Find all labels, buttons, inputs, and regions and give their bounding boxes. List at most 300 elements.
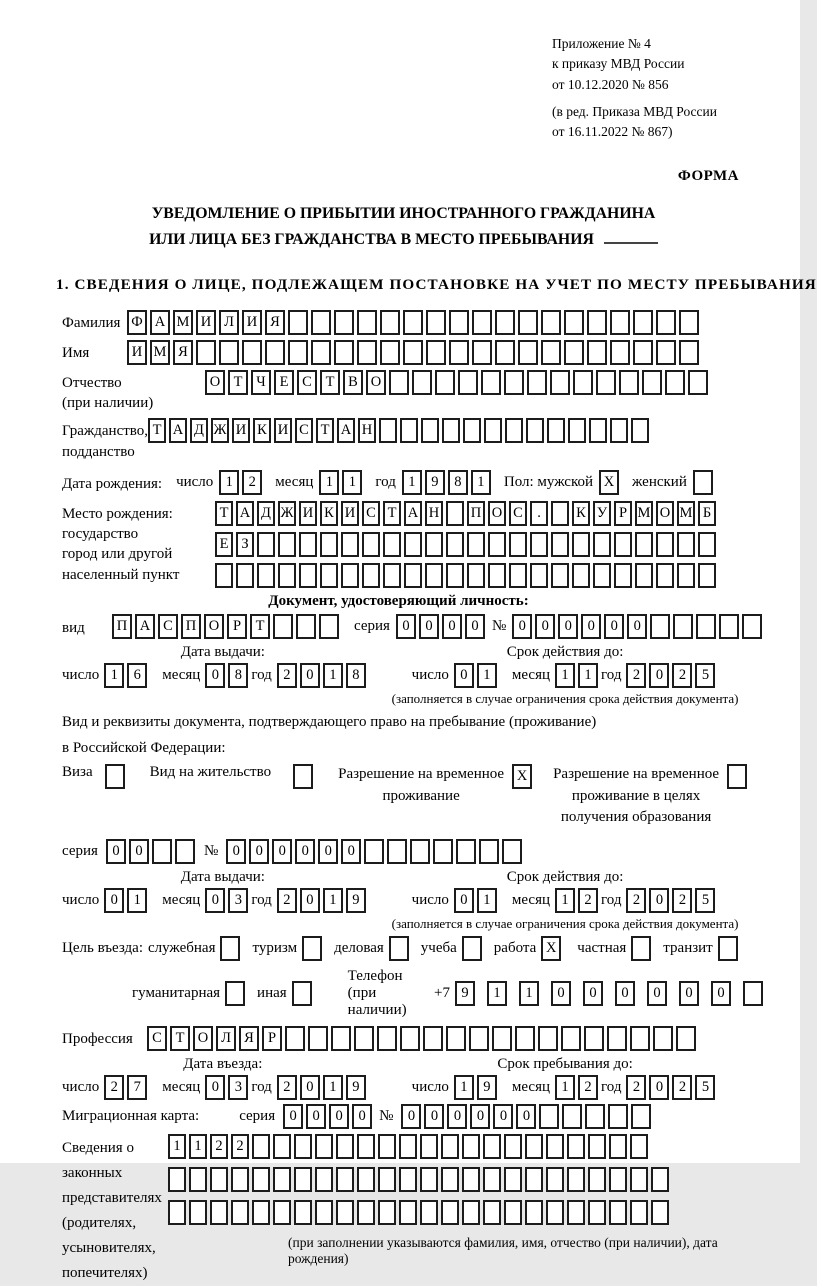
char-box[interactable]	[357, 310, 377, 335]
visa-checkbox[interactable]	[97, 764, 128, 789]
char-box[interactable]	[336, 1134, 354, 1159]
char-box[interactable]	[469, 1026, 489, 1051]
char-box[interactable]	[383, 563, 401, 588]
char-box[interactable]: 1	[342, 470, 362, 495]
stay-month-boxes[interactable]	[555, 1075, 601, 1100]
char-box[interactable]: 0	[551, 981, 571, 1006]
char-box[interactable]: З	[236, 532, 254, 557]
char-box[interactable]	[665, 370, 685, 395]
char-box[interactable]	[196, 340, 216, 365]
char-box[interactable]	[688, 370, 708, 395]
char-box[interactable]: О	[204, 614, 224, 639]
doc-issue-year-boxes[interactable]	[277, 663, 369, 688]
char-box[interactable]: 0	[129, 839, 149, 864]
char-box[interactable]	[504, 1134, 522, 1159]
char-box[interactable]	[656, 563, 674, 588]
char-box[interactable]	[609, 1200, 627, 1225]
char-box[interactable]: 1	[487, 981, 507, 1006]
phone-boxes[interactable]	[455, 981, 775, 1006]
char-box[interactable]: 0	[647, 981, 667, 1006]
char-box[interactable]	[631, 936, 651, 961]
char-box[interactable]	[168, 1167, 186, 1192]
char-box[interactable]	[399, 1200, 417, 1225]
char-box[interactable]: 0	[205, 663, 225, 688]
char-box[interactable]	[610, 340, 630, 365]
char-box[interactable]	[278, 563, 296, 588]
char-box[interactable]: Р	[227, 614, 247, 639]
char-box[interactable]	[483, 1200, 501, 1225]
char-box[interactable]	[483, 1167, 501, 1192]
char-box[interactable]	[273, 1134, 291, 1159]
char-box[interactable]: 0	[454, 888, 474, 913]
char-box[interactable]: 0	[447, 1104, 467, 1129]
purpose-transit-checkbox[interactable]	[718, 936, 750, 961]
char-box[interactable]	[421, 418, 439, 443]
char-box[interactable]	[610, 310, 630, 335]
char-box[interactable]: 0	[300, 1075, 320, 1100]
char-box[interactable]	[656, 310, 676, 335]
char-box[interactable]	[252, 1200, 270, 1225]
char-box[interactable]	[315, 1200, 333, 1225]
char-box[interactable]: 2	[626, 1075, 646, 1100]
sex-female-checkbox[interactable]	[693, 470, 716, 495]
birthplace-boxes-line3[interactable]	[215, 563, 719, 588]
char-box[interactable]: Я	[265, 310, 285, 335]
char-box[interactable]	[357, 1167, 375, 1192]
char-box[interactable]	[387, 839, 407, 864]
char-box[interactable]: К	[572, 501, 590, 526]
char-box[interactable]: И	[232, 418, 250, 443]
char-box[interactable]	[651, 1167, 669, 1192]
char-box[interactable]: 0	[465, 614, 485, 639]
char-box[interactable]	[484, 418, 502, 443]
char-box[interactable]	[525, 1167, 543, 1192]
char-box[interactable]	[331, 1026, 351, 1051]
entry-day-boxes[interactable]	[104, 1075, 150, 1100]
char-box[interactable]	[236, 563, 254, 588]
char-box[interactable]: 0	[679, 981, 699, 1006]
birth-year-boxes[interactable]	[402, 470, 494, 495]
char-box[interactable]	[425, 563, 443, 588]
doc-type-boxes[interactable]	[112, 614, 342, 639]
purpose-study-checkbox[interactable]	[462, 936, 494, 961]
char-box[interactable]: 0	[104, 888, 124, 913]
char-box[interactable]	[693, 470, 713, 495]
char-box[interactable]	[635, 563, 653, 588]
char-box[interactable]	[518, 340, 538, 365]
purpose-work-checkbox[interactable]	[541, 936, 573, 961]
char-box[interactable]	[518, 310, 538, 335]
char-box[interactable]	[242, 340, 262, 365]
char-box[interactable]	[383, 532, 401, 557]
char-box[interactable]: К	[253, 418, 271, 443]
char-box[interactable]: 1	[454, 1075, 474, 1100]
char-box[interactable]: 2	[231, 1134, 249, 1159]
char-box[interactable]	[696, 614, 716, 639]
char-box[interactable]	[631, 418, 649, 443]
char-box[interactable]	[504, 1167, 522, 1192]
char-box[interactable]	[377, 1026, 397, 1051]
char-box[interactable]: 1	[555, 888, 575, 913]
char-box[interactable]	[504, 1200, 522, 1225]
char-box[interactable]	[252, 1167, 270, 1192]
char-box[interactable]: Л	[219, 310, 239, 335]
char-box[interactable]	[215, 563, 233, 588]
char-box[interactable]	[231, 1167, 249, 1192]
char-box[interactable]	[404, 563, 422, 588]
char-box[interactable]: 0	[249, 839, 269, 864]
char-box[interactable]: Д	[257, 501, 275, 526]
char-box[interactable]	[609, 1134, 627, 1159]
char-box[interactable]: 1	[578, 663, 598, 688]
char-box[interactable]	[572, 563, 590, 588]
char-box[interactable]	[630, 1134, 648, 1159]
char-box[interactable]	[389, 370, 409, 395]
char-box[interactable]	[656, 532, 674, 557]
char-box[interactable]	[546, 1134, 564, 1159]
char-box[interactable]	[679, 340, 699, 365]
char-box[interactable]	[677, 563, 695, 588]
char-box[interactable]: 0	[300, 663, 320, 688]
doc-valid-month-boxes[interactable]	[555, 663, 601, 688]
char-box[interactable]	[718, 936, 738, 961]
char-box[interactable]	[673, 614, 693, 639]
char-box[interactable]	[607, 1026, 627, 1051]
char-box[interactable]	[698, 563, 716, 588]
doc-issue-month-boxes[interactable]	[205, 663, 251, 688]
char-box[interactable]: 1	[189, 1134, 207, 1159]
char-box[interactable]: М	[677, 501, 695, 526]
char-box[interactable]	[568, 418, 586, 443]
char-box[interactable]: С	[147, 1026, 167, 1051]
char-box[interactable]	[584, 1026, 604, 1051]
char-box[interactable]	[315, 1167, 333, 1192]
char-box[interactable]	[389, 936, 409, 961]
char-box[interactable]: 0	[627, 614, 647, 639]
char-box[interactable]: 6	[127, 663, 147, 688]
char-box[interactable]	[294, 1167, 312, 1192]
purpose-official-checkbox[interactable]	[220, 936, 252, 961]
char-box[interactable]: X	[541, 936, 561, 961]
char-box[interactable]: А	[135, 614, 155, 639]
char-box[interactable]: 5	[695, 888, 715, 913]
char-box[interactable]: П	[112, 614, 132, 639]
char-box[interactable]	[446, 532, 464, 557]
char-box[interactable]: 0	[581, 614, 601, 639]
char-box[interactable]	[502, 839, 522, 864]
char-box[interactable]: 1	[323, 663, 343, 688]
char-box[interactable]	[210, 1167, 228, 1192]
temp-permit-checkbox[interactable]	[504, 764, 535, 789]
char-box[interactable]	[442, 418, 460, 443]
char-box[interactable]	[441, 1167, 459, 1192]
char-box[interactable]	[288, 310, 308, 335]
char-box[interactable]: 8	[346, 663, 366, 688]
char-box[interactable]: Е	[215, 532, 233, 557]
char-box[interactable]: Я	[173, 340, 193, 365]
char-box[interactable]: Ж	[278, 501, 296, 526]
char-box[interactable]	[400, 418, 418, 443]
char-box[interactable]: 2	[277, 1075, 297, 1100]
char-box[interactable]	[539, 1104, 559, 1129]
char-box[interactable]: Т	[316, 418, 334, 443]
char-box[interactable]	[642, 370, 662, 395]
char-box[interactable]	[257, 532, 275, 557]
permit-valid-month-boxes[interactable]	[555, 888, 601, 913]
char-box[interactable]	[526, 418, 544, 443]
char-box[interactable]	[567, 1200, 585, 1225]
char-box[interactable]	[614, 563, 632, 588]
char-box[interactable]	[564, 310, 584, 335]
char-box[interactable]: И	[274, 418, 292, 443]
char-box[interactable]: 2	[672, 663, 692, 688]
char-box[interactable]: М	[173, 310, 193, 335]
char-box[interactable]	[294, 1134, 312, 1159]
char-box[interactable]	[210, 1200, 228, 1225]
char-box[interactable]: Т	[320, 370, 340, 395]
char-box[interactable]	[412, 370, 432, 395]
char-box[interactable]	[319, 614, 339, 639]
char-box[interactable]	[463, 418, 481, 443]
char-box[interactable]	[362, 532, 380, 557]
purpose-business-checkbox[interactable]	[389, 936, 421, 961]
char-box[interactable]: 1	[519, 981, 539, 1006]
char-box[interactable]: 2	[578, 1075, 598, 1100]
char-box[interactable]	[288, 340, 308, 365]
char-box[interactable]: Р	[262, 1026, 282, 1051]
char-box[interactable]	[462, 936, 482, 961]
char-box[interactable]: 0	[106, 839, 126, 864]
char-box[interactable]	[610, 418, 628, 443]
char-box[interactable]	[495, 310, 515, 335]
char-box[interactable]	[403, 340, 423, 365]
char-box[interactable]: 0	[401, 1104, 421, 1129]
char-box[interactable]: 0	[512, 614, 532, 639]
char-box[interactable]: 0	[470, 1104, 490, 1129]
char-box[interactable]: И	[196, 310, 216, 335]
birth-month-boxes[interactable]	[319, 470, 365, 495]
char-box[interactable]: И	[127, 340, 147, 365]
char-box[interactable]: 8	[448, 470, 468, 495]
temp-permit-edu-checkbox[interactable]	[719, 764, 750, 789]
char-box[interactable]: И	[299, 501, 317, 526]
char-box[interactable]	[168, 1200, 186, 1225]
legal-boxes-line3[interactable]	[168, 1200, 775, 1225]
char-box[interactable]	[509, 563, 527, 588]
legal-boxes-line1[interactable]	[168, 1134, 775, 1159]
char-box[interactable]: О	[193, 1026, 213, 1051]
char-box[interactable]	[273, 1200, 291, 1225]
char-box[interactable]	[308, 1026, 328, 1051]
purpose-private-checkbox[interactable]	[631, 936, 663, 961]
char-box[interactable]: 0	[419, 614, 439, 639]
char-box[interactable]: 0	[272, 839, 292, 864]
char-box[interactable]	[525, 1134, 543, 1159]
char-box[interactable]	[336, 1200, 354, 1225]
char-box[interactable]: 0	[493, 1104, 513, 1129]
char-box[interactable]	[656, 340, 676, 365]
char-box[interactable]	[564, 340, 584, 365]
char-box[interactable]: 2	[672, 1075, 692, 1100]
entry-month-boxes[interactable]	[205, 1075, 251, 1100]
char-box[interactable]	[320, 532, 338, 557]
char-box[interactable]	[362, 563, 380, 588]
char-box[interactable]	[593, 532, 611, 557]
char-box[interactable]	[551, 563, 569, 588]
char-box[interactable]	[530, 532, 548, 557]
char-box[interactable]: 1	[477, 888, 497, 913]
char-box[interactable]: 0	[649, 888, 669, 913]
char-box[interactable]	[278, 532, 296, 557]
char-box[interactable]	[596, 370, 616, 395]
permit-issue-day-boxes[interactable]	[104, 888, 150, 913]
char-box[interactable]: Т	[250, 614, 270, 639]
char-box[interactable]: 0	[396, 614, 416, 639]
char-box[interactable]: О	[488, 501, 506, 526]
char-box[interactable]	[727, 764, 747, 789]
char-box[interactable]: 2	[210, 1134, 228, 1159]
char-box[interactable]: 5	[695, 663, 715, 688]
char-box[interactable]	[433, 839, 453, 864]
char-box[interactable]: 1	[127, 888, 147, 913]
char-box[interactable]	[614, 532, 632, 557]
char-box[interactable]	[588, 1200, 606, 1225]
birth-day-boxes[interactable]	[219, 470, 265, 495]
char-box[interactable]	[252, 1134, 270, 1159]
char-box[interactable]: Д	[190, 418, 208, 443]
char-box[interactable]: 5	[695, 1075, 715, 1100]
char-box[interactable]	[435, 370, 455, 395]
char-box[interactable]: 0	[318, 839, 338, 864]
char-box[interactable]	[698, 532, 716, 557]
char-box[interactable]	[488, 532, 506, 557]
char-box[interactable]: 1	[319, 470, 339, 495]
char-box[interactable]	[446, 563, 464, 588]
char-box[interactable]	[525, 1200, 543, 1225]
char-box[interactable]: 2	[242, 470, 262, 495]
char-box[interactable]	[495, 340, 515, 365]
char-box[interactable]	[105, 764, 125, 789]
char-box[interactable]: Т	[383, 501, 401, 526]
char-box[interactable]	[719, 614, 739, 639]
char-box[interactable]: .	[530, 501, 548, 526]
char-box[interactable]: Б	[698, 501, 716, 526]
char-box[interactable]	[505, 418, 523, 443]
char-box[interactable]	[504, 370, 524, 395]
char-box[interactable]: 0	[300, 888, 320, 913]
char-box[interactable]: 0	[295, 839, 315, 864]
char-box[interactable]	[742, 614, 762, 639]
char-box[interactable]: 1	[219, 470, 239, 495]
char-box[interactable]	[562, 1104, 582, 1129]
char-box[interactable]	[378, 1200, 396, 1225]
char-box[interactable]	[472, 310, 492, 335]
char-box[interactable]	[550, 370, 570, 395]
char-box[interactable]	[426, 340, 446, 365]
char-box[interactable]: У	[593, 501, 611, 526]
char-box[interactable]	[380, 310, 400, 335]
profession-boxes[interactable]	[147, 1026, 699, 1051]
char-box[interactable]: Я	[239, 1026, 259, 1051]
permit-series-boxes[interactable]	[106, 839, 198, 864]
char-box[interactable]: М	[150, 340, 170, 365]
char-box[interactable]	[379, 418, 397, 443]
permit-valid-day-boxes[interactable]	[454, 888, 500, 913]
char-box[interactable]: 0	[341, 839, 361, 864]
doc-valid-day-boxes[interactable]	[454, 663, 500, 688]
char-box[interactable]	[189, 1167, 207, 1192]
char-box[interactable]	[651, 1200, 669, 1225]
doc-number-boxes[interactable]	[512, 614, 765, 639]
char-box[interactable]: 3	[228, 888, 248, 913]
char-box[interactable]: 0	[583, 981, 603, 1006]
char-box[interactable]: 9	[455, 981, 475, 1006]
char-box[interactable]	[357, 1134, 375, 1159]
char-box[interactable]: 0	[226, 839, 246, 864]
char-box[interactable]	[551, 501, 569, 526]
char-box[interactable]: 0	[205, 1075, 225, 1100]
char-box[interactable]	[561, 1026, 581, 1051]
char-box[interactable]: 9	[346, 888, 366, 913]
permit-number-boxes[interactable]	[226, 839, 525, 864]
char-box[interactable]	[650, 614, 670, 639]
char-box[interactable]	[420, 1167, 438, 1192]
char-box[interactable]	[292, 981, 312, 1006]
char-box[interactable]	[515, 1026, 535, 1051]
char-box[interactable]: Т	[228, 370, 248, 395]
char-box[interactable]	[635, 532, 653, 557]
char-box[interactable]: 0	[283, 1104, 303, 1129]
char-box[interactable]	[357, 1200, 375, 1225]
birthplace-boxes-line1[interactable]	[215, 501, 719, 526]
char-box[interactable]	[589, 418, 607, 443]
char-box[interactable]: Ж	[211, 418, 229, 443]
doc-valid-year-boxes[interactable]	[626, 663, 718, 688]
char-box[interactable]	[219, 340, 239, 365]
char-box[interactable]	[481, 370, 501, 395]
char-box[interactable]: 7	[127, 1075, 147, 1100]
char-box[interactable]: 1	[168, 1134, 186, 1159]
char-box[interactable]	[403, 310, 423, 335]
char-box[interactable]	[189, 1200, 207, 1225]
char-box[interactable]	[220, 936, 240, 961]
char-box[interactable]: С	[295, 418, 313, 443]
char-box[interactable]: Л	[216, 1026, 236, 1051]
purpose-other-checkbox[interactable]	[292, 981, 324, 1006]
char-box[interactable]: 3	[228, 1075, 248, 1100]
char-box[interactable]	[467, 532, 485, 557]
char-box[interactable]	[527, 370, 547, 395]
char-box[interactable]	[446, 1026, 466, 1051]
char-box[interactable]	[483, 1134, 501, 1159]
char-box[interactable]: С	[297, 370, 317, 395]
doc-issue-day-boxes[interactable]	[104, 663, 150, 688]
char-box[interactable]	[619, 370, 639, 395]
char-box[interactable]	[530, 563, 548, 588]
char-box[interactable]: О	[205, 370, 225, 395]
char-box[interactable]: 1	[477, 663, 497, 688]
char-box[interactable]	[315, 1134, 333, 1159]
char-box[interactable]	[334, 310, 354, 335]
char-box[interactable]	[273, 1167, 291, 1192]
char-box[interactable]	[410, 839, 430, 864]
char-box[interactable]	[472, 340, 492, 365]
char-box[interactable]	[225, 981, 245, 1006]
char-box[interactable]: Ч	[251, 370, 271, 395]
patronymic-boxes[interactable]	[205, 370, 711, 395]
char-box[interactable]: А	[150, 310, 170, 335]
char-box[interactable]: 0	[615, 981, 635, 1006]
